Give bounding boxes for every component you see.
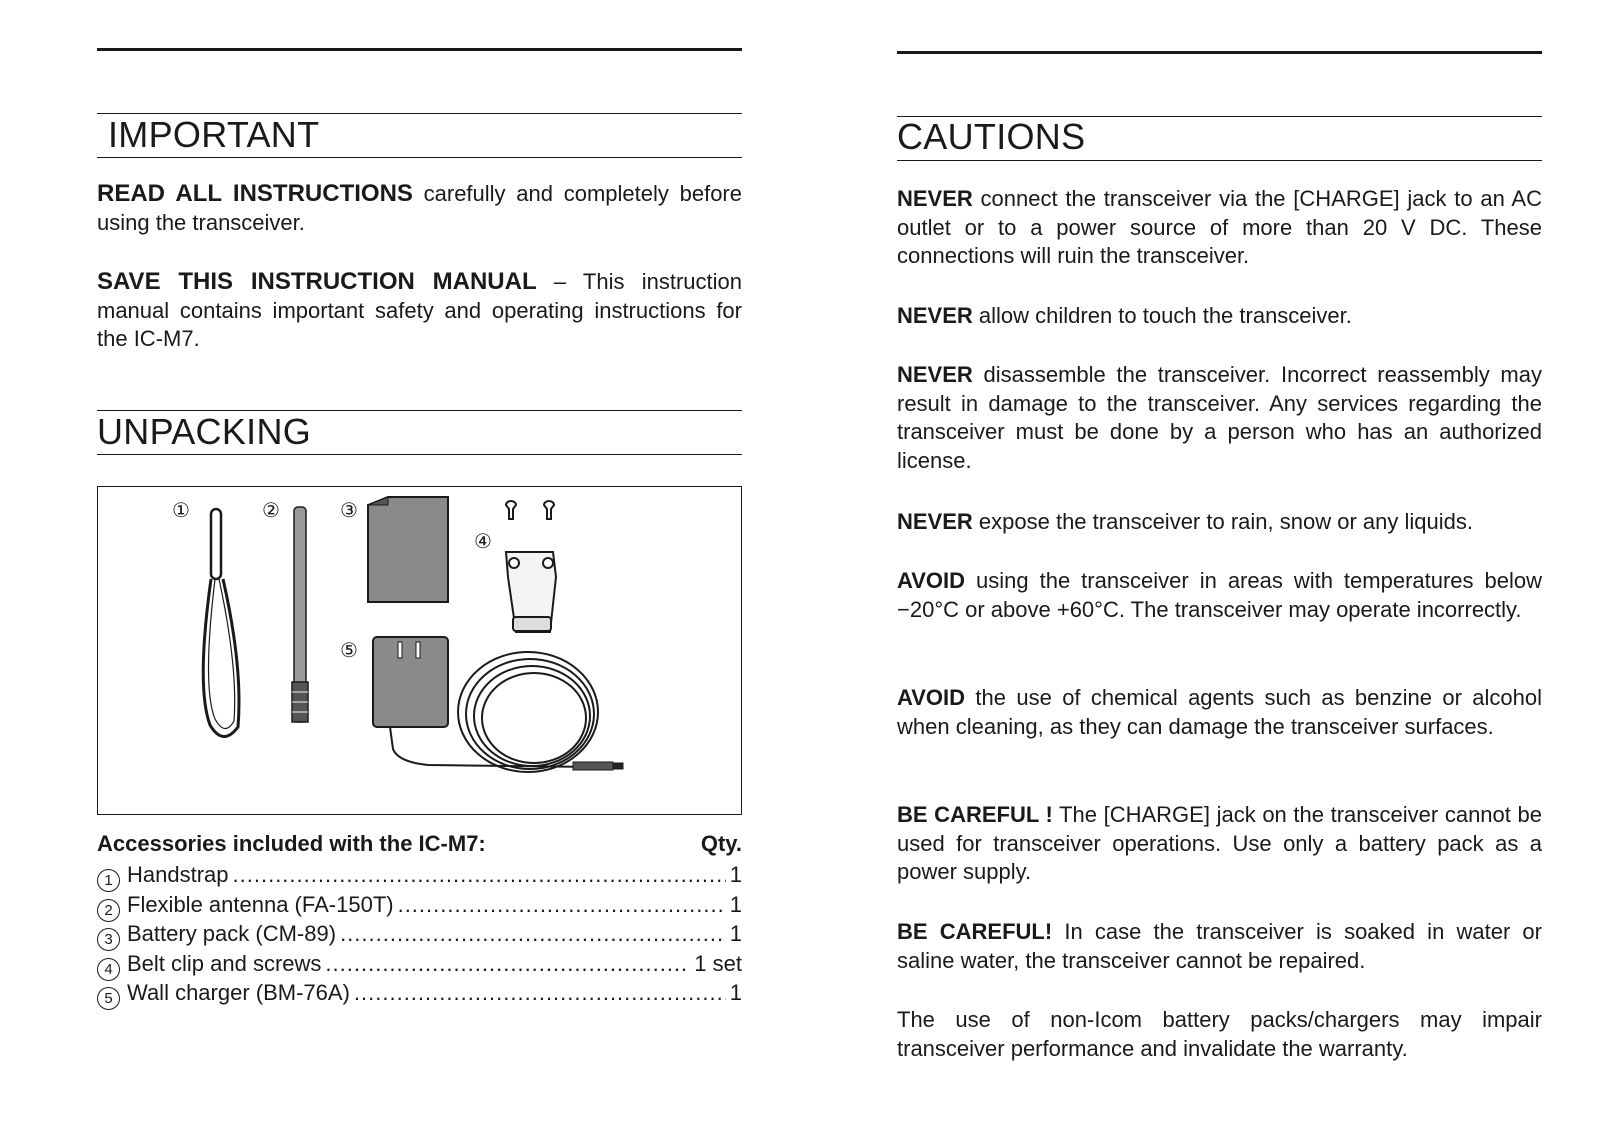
important-bottom-rule bbox=[97, 157, 742, 158]
leader-dots bbox=[233, 860, 726, 890]
accessories-figure bbox=[97, 486, 742, 815]
accessories-heading: Accessories included with the IC-M7: bbox=[97, 831, 486, 856]
accessories-illustration bbox=[98, 487, 743, 816]
battery-pack-drawing bbox=[368, 497, 448, 602]
caution-item bbox=[897, 302, 1542, 331]
caution-item bbox=[897, 508, 1542, 537]
caution-item bbox=[897, 567, 1542, 624]
caution-keyword: AVOID bbox=[897, 568, 966, 593]
unpacking-bottom-rule bbox=[97, 454, 742, 455]
item-number: 5 bbox=[97, 987, 120, 1010]
wall-charger-drawing bbox=[373, 637, 623, 772]
cautions-heading: CAUTIONS bbox=[897, 116, 1086, 157]
accessories-list bbox=[97, 860, 742, 1008]
list-item bbox=[97, 890, 742, 920]
caution-text: The [CHARGE] jack on the transceiver cannot be used for transceiver operations. Use only a battery pack as a power supply. bbox=[897, 802, 1542, 884]
caution-item bbox=[897, 801, 1542, 887]
save-manual-paragraph bbox=[97, 268, 742, 354]
qty-heading: Qty. bbox=[700, 831, 742, 856]
caution-keyword: AVOID bbox=[897, 685, 966, 710]
item-name: Flexible antenna (FA-150T) bbox=[127, 891, 394, 917]
caution-text: disassemble the transceiver. Incorrect reassembly may result in damage to the transceiver. Any services regarding the transceiver must be done by a person who has an authorized license. bbox=[897, 362, 1542, 473]
read-instructions-text: carefully and completely before using the transceiver. bbox=[97, 181, 742, 235]
caution-item bbox=[897, 684, 1542, 741]
leader-dots bbox=[398, 890, 726, 920]
item-number: 2 bbox=[97, 899, 120, 922]
caution-text: expose the transceiver to rain, snow or any liquids. bbox=[972, 509, 1473, 534]
read-instructions-paragraph bbox=[97, 180, 742, 237]
figure-label-5: ⑤ bbox=[340, 638, 358, 662]
caution-keyword: BE CAREFUL ! bbox=[897, 802, 1053, 827]
caution-keyword: NEVER bbox=[897, 303, 973, 328]
list-item bbox=[97, 919, 742, 949]
handstrap-drawing bbox=[203, 509, 239, 737]
caution-item bbox=[897, 918, 1542, 975]
item-name: Handstrap bbox=[127, 862, 229, 887]
belt-clip-drawing bbox=[506, 501, 556, 632]
caution-keyword: NEVER bbox=[897, 362, 973, 387]
left-top-rule bbox=[97, 48, 742, 51]
figure-label-1: ① bbox=[172, 498, 190, 522]
item-number: 1 bbox=[97, 869, 120, 892]
figure-label-3: ③ bbox=[340, 498, 358, 522]
caution-text: connect the transceiver via the [CHARGE] jack to an AC outlet or to a power source of more than 20 V DC. These connections will ruin the transceiver. bbox=[897, 186, 1542, 268]
item-qty: 1 bbox=[729, 980, 742, 1006]
caution-text: allow children to touch the transceiver. bbox=[972, 303, 1352, 328]
leader-dots bbox=[340, 919, 726, 949]
item-name: Belt clip and screws bbox=[127, 950, 322, 976]
leader-dots bbox=[325, 949, 690, 979]
caution-item bbox=[897, 361, 1542, 475]
caution-keyword: NEVER bbox=[897, 509, 973, 534]
caution-text: In case the transceiver is soaked in water or saline water, the transceiver cannot be repaired. bbox=[897, 919, 1542, 973]
list-item bbox=[97, 978, 742, 1008]
antenna-drawing bbox=[292, 507, 308, 722]
unpacking-heading: UNPACKING bbox=[97, 411, 312, 452]
item-qty: 1 bbox=[729, 921, 742, 947]
item-number: 4 bbox=[97, 958, 120, 981]
save-manual-text: – This instruction manual contains important safety and operating instructions for the IC-M7. bbox=[97, 269, 742, 351]
right-top-rule bbox=[897, 51, 1542, 54]
caution-text: the use of chemical agents such as benzine or alcohol when cleaning, as they can damage the transceiver surfaces. bbox=[897, 685, 1542, 739]
caution-item bbox=[897, 185, 1542, 271]
save-manual-bold: SAVE THIS INSTRUCTION MANUAL bbox=[97, 268, 537, 295]
item-qty: 1 bbox=[729, 862, 742, 887]
caution-text: using the transceiver in areas with temperatures below −20°C or above +60°C. The transceiver may operate incorrectly. bbox=[897, 568, 1542, 622]
item-name: Battery pack (CM-89) bbox=[127, 921, 337, 947]
caution-keyword: NEVER bbox=[897, 186, 973, 211]
leader-dots bbox=[354, 978, 726, 1008]
item-number: 3 bbox=[97, 928, 120, 951]
warranty-note bbox=[897, 1006, 1542, 1063]
figure-label-2: ② bbox=[262, 498, 280, 522]
item-name: Wall charger (BM-76A) bbox=[127, 980, 350, 1006]
list-item bbox=[97, 860, 742, 890]
item-qty: 1 set bbox=[694, 950, 742, 976]
caution-text: The use of non-Icom battery packs/chargers may impair transceiver performance and invalidate the warranty. bbox=[897, 1007, 1542, 1061]
read-instructions-bold: READ ALL INSTRUCTIONS bbox=[97, 180, 413, 207]
important-heading: IMPORTANT bbox=[108, 114, 320, 155]
list-item bbox=[97, 949, 742, 979]
accessories-heading-row bbox=[97, 830, 742, 858]
item-qty: 1 bbox=[729, 891, 742, 917]
cautions-bottom-rule bbox=[897, 160, 1542, 161]
figure-label-4: ④ bbox=[474, 529, 492, 553]
caution-keyword: BE CAREFUL! bbox=[897, 919, 1053, 944]
